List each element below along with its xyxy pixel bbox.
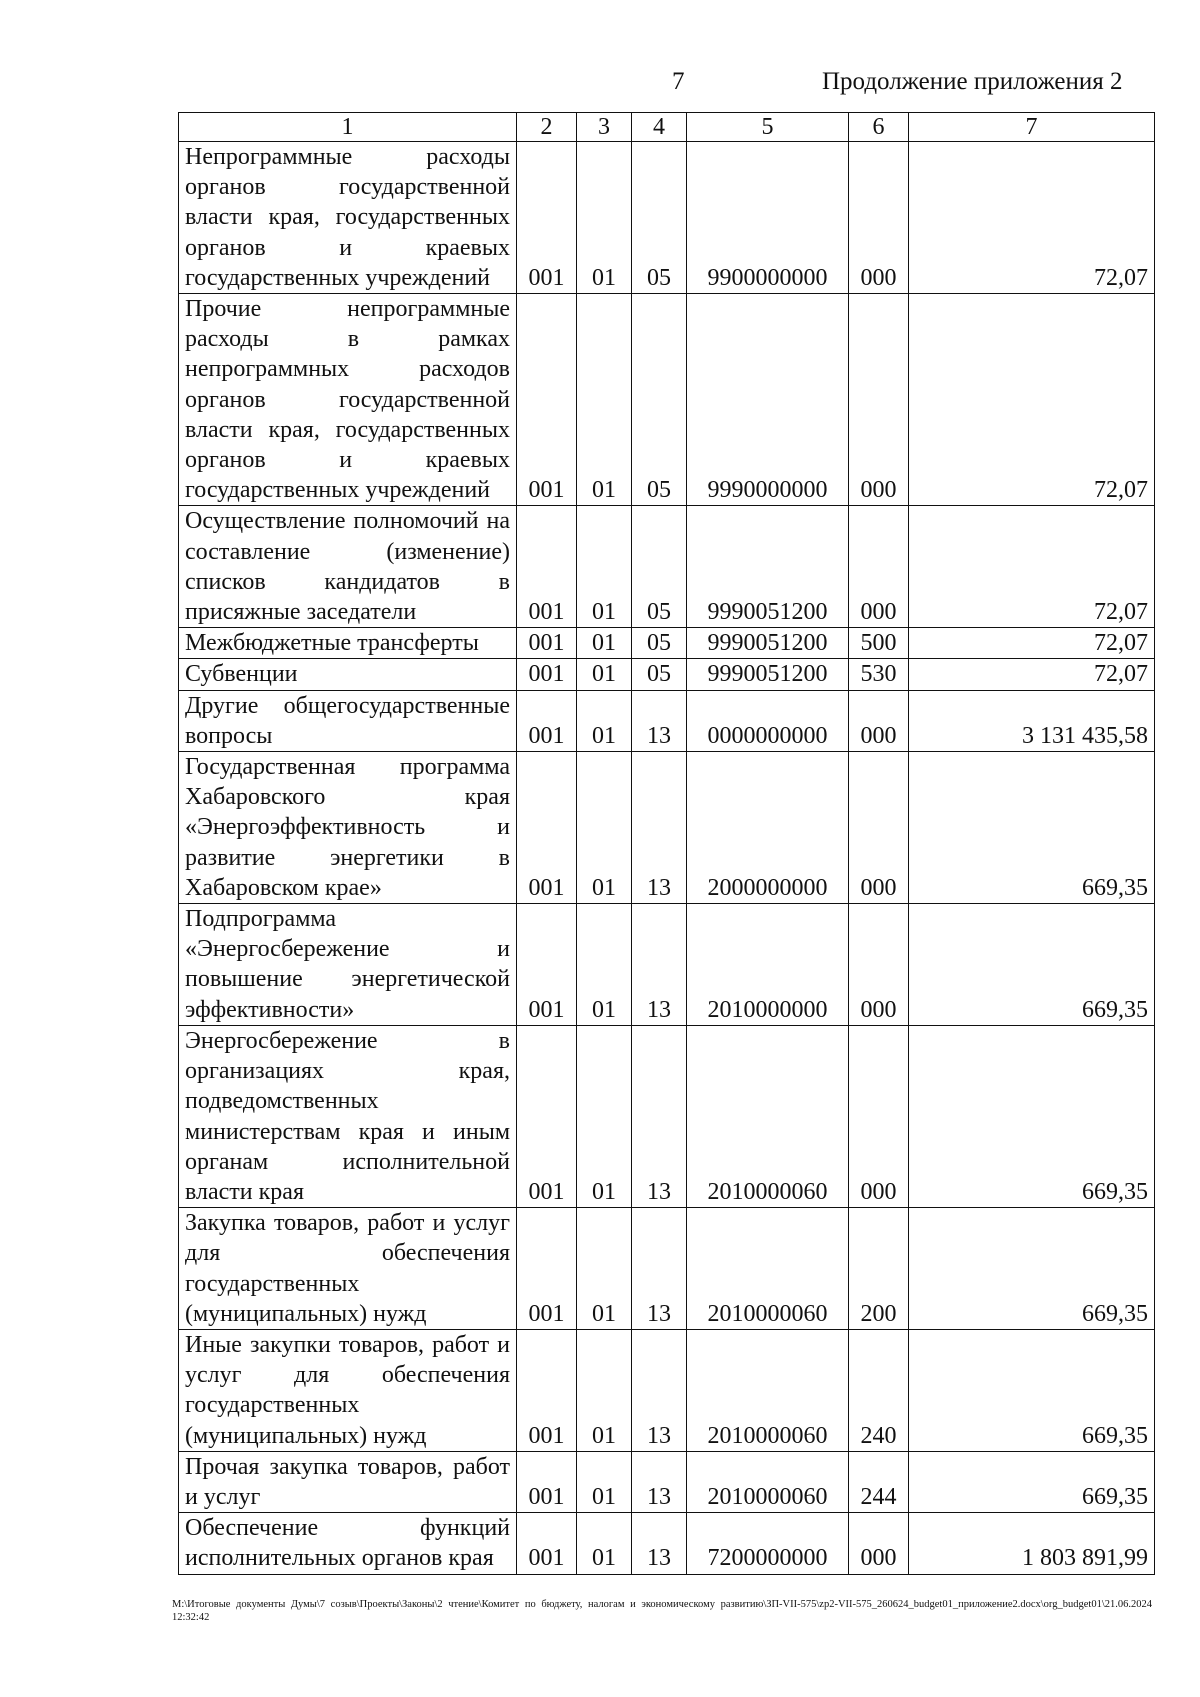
row-name-cell: Осуществление полномочий на составление (изменение) списков кандидатов в присяжные заседатели bbox=[179, 506, 517, 628]
target-article-cell: 2010000060 bbox=[687, 1329, 849, 1451]
subsection-cell: 13 bbox=[632, 904, 687, 1026]
column-header: 7 bbox=[909, 113, 1155, 142]
section-cell: 01 bbox=[577, 1451, 632, 1512]
code-cell: 001 bbox=[517, 1025, 577, 1207]
column-header: 2 bbox=[517, 113, 577, 142]
section-cell: 01 bbox=[577, 506, 632, 628]
target-article-cell: 9990051200 bbox=[687, 659, 849, 690]
amount-cell: 72,07 bbox=[909, 294, 1155, 506]
expense-type-cell: 000 bbox=[849, 142, 909, 294]
column-header: 5 bbox=[687, 113, 849, 142]
code-cell: 001 bbox=[517, 1451, 577, 1512]
code-cell: 001 bbox=[517, 659, 577, 690]
table-row bbox=[179, 690, 1155, 751]
amount-cell: 3 131 435,58 bbox=[909, 690, 1155, 751]
expense-type-cell: 000 bbox=[849, 294, 909, 506]
subsection-cell: 13 bbox=[632, 1451, 687, 1512]
section-cell: 01 bbox=[577, 752, 632, 904]
section-cell: 01 bbox=[577, 142, 632, 294]
amount-cell: 72,07 bbox=[909, 142, 1155, 294]
code-cell: 001 bbox=[517, 294, 577, 506]
subsection-cell: 13 bbox=[632, 690, 687, 751]
table-row bbox=[179, 752, 1155, 904]
table-row bbox=[179, 1451, 1155, 1512]
column-header: 6 bbox=[849, 113, 909, 142]
section-cell: 01 bbox=[577, 1208, 632, 1330]
expense-type-cell: 000 bbox=[849, 752, 909, 904]
target-article-cell: 2010000060 bbox=[687, 1025, 849, 1207]
row-name-cell: Другие общегосударственные вопросы bbox=[179, 690, 517, 751]
section-cell: 01 bbox=[577, 659, 632, 690]
section-cell: 01 bbox=[577, 1329, 632, 1451]
section-cell: 01 bbox=[577, 628, 632, 659]
section-cell: 01 bbox=[577, 294, 632, 506]
section-cell: 01 bbox=[577, 904, 632, 1026]
subsection-cell: 05 bbox=[632, 294, 687, 506]
expense-type-cell: 530 bbox=[849, 659, 909, 690]
subsection-cell: 13 bbox=[632, 1025, 687, 1207]
subsection-cell: 05 bbox=[632, 142, 687, 294]
column-header: 1 bbox=[179, 113, 517, 142]
row-name-cell: Иные закупки товаров, работ и услуг для обеспечения государственных (муниципальных) нужд bbox=[179, 1329, 517, 1451]
table-row bbox=[179, 628, 1155, 659]
row-name-cell: Прочие непрограммные расходы в рамках непрограммных расходов органов государственной власти края, государственных органов и краевых государственных учреждений bbox=[179, 294, 517, 506]
row-name-cell: Субвенции bbox=[179, 659, 517, 690]
table-row bbox=[179, 506, 1155, 628]
expense-type-cell: 200 bbox=[849, 1208, 909, 1330]
section-cell: 01 bbox=[577, 1513, 632, 1574]
table-row bbox=[179, 1513, 1155, 1574]
subsection-cell: 13 bbox=[632, 752, 687, 904]
amount-cell: 72,07 bbox=[909, 628, 1155, 659]
target-article-cell: 2000000000 bbox=[687, 752, 849, 904]
expense-type-cell: 244 bbox=[849, 1451, 909, 1512]
amount-cell: 669,35 bbox=[909, 904, 1155, 1026]
expense-type-cell: 000 bbox=[849, 690, 909, 751]
section-cell: 01 bbox=[577, 690, 632, 751]
table-header-row bbox=[179, 113, 1155, 142]
amount-cell: 669,35 bbox=[909, 1329, 1155, 1451]
budget-table bbox=[178, 112, 1155, 1575]
table-row bbox=[179, 904, 1155, 1026]
target-article-cell: 9990051200 bbox=[687, 628, 849, 659]
code-cell: 001 bbox=[517, 690, 577, 751]
amount-cell: 1 803 891,99 bbox=[909, 1513, 1155, 1574]
target-article-cell: 9990051200 bbox=[687, 506, 849, 628]
subsection-cell: 13 bbox=[632, 1208, 687, 1330]
code-cell: 001 bbox=[517, 142, 577, 294]
amount-cell: 72,07 bbox=[909, 659, 1155, 690]
row-name-cell: Непрограммные расходы органов государственной власти края, государственных органов и краевых государственных учреждений bbox=[179, 142, 517, 294]
subsection-cell: 13 bbox=[632, 1513, 687, 1574]
target-article-cell: 2010000000 bbox=[687, 904, 849, 1026]
row-name-cell: Энергосбережение в организациях края, подведомственных министерствам края и иным органам исполнительной власти края bbox=[179, 1025, 517, 1207]
subsection-cell: 05 bbox=[632, 628, 687, 659]
code-cell: 001 bbox=[517, 506, 577, 628]
row-name-cell: Межбюджетные трансферты bbox=[179, 628, 517, 659]
expense-type-cell: 000 bbox=[849, 1513, 909, 1574]
amount-cell: 72,07 bbox=[909, 506, 1155, 628]
amount-cell: 669,35 bbox=[909, 1025, 1155, 1207]
subsection-cell: 13 bbox=[632, 1329, 687, 1451]
amount-cell: 669,35 bbox=[909, 1451, 1155, 1512]
target-article-cell: 2010000060 bbox=[687, 1208, 849, 1330]
footer-file-path: M:\Итоговые документы Думы\7 созыв\Проекты\Законы\2 чтение\Комитет по бюджету, налогам и экономическому развитию\ЗП-VII-575\zp2-VII-575_260624_budget01_приложение2.docx\org_budget01\21.06.2024 12:32:42 bbox=[172, 1599, 1152, 1623]
subsection-cell: 05 bbox=[632, 506, 687, 628]
row-name-cell: Прочая закупка товаров, работ и услуг bbox=[179, 1451, 517, 1512]
table-row bbox=[179, 1208, 1155, 1330]
target-article-cell: 9990000000 bbox=[687, 294, 849, 506]
target-article-cell: 2010000060 bbox=[687, 1451, 849, 1512]
expense-type-cell: 000 bbox=[849, 904, 909, 1026]
table-row bbox=[179, 142, 1155, 294]
amount-cell: 669,35 bbox=[909, 1208, 1155, 1330]
code-cell: 001 bbox=[517, 1208, 577, 1330]
code-cell: 001 bbox=[517, 752, 577, 904]
section-cell: 01 bbox=[577, 1025, 632, 1207]
amount-cell: 669,35 bbox=[909, 752, 1155, 904]
table-row bbox=[179, 659, 1155, 690]
expense-type-cell: 240 bbox=[849, 1329, 909, 1451]
row-name-cell: Обеспечение функций исполнительных органов края bbox=[179, 1513, 517, 1574]
target-article-cell: 7200000000 bbox=[687, 1513, 849, 1574]
table-row bbox=[179, 1329, 1155, 1451]
continuation-label: Продолжение приложения 2 bbox=[822, 68, 1123, 95]
row-name-cell: Государственная программа Хабаровского края «Энергоэффективность и развитие энергетики в Хабаровском крае» bbox=[179, 752, 517, 904]
code-cell: 001 bbox=[517, 904, 577, 1026]
expense-type-cell: 000 bbox=[849, 1025, 909, 1207]
page-number: 7 bbox=[672, 68, 685, 95]
code-cell: 001 bbox=[517, 628, 577, 659]
column-header: 4 bbox=[632, 113, 687, 142]
expense-type-cell: 500 bbox=[849, 628, 909, 659]
subsection-cell: 05 bbox=[632, 659, 687, 690]
table-row bbox=[179, 1025, 1155, 1207]
code-cell: 001 bbox=[517, 1329, 577, 1451]
expense-type-cell: 000 bbox=[849, 506, 909, 628]
target-article-cell: 0000000000 bbox=[687, 690, 849, 751]
row-name-cell: Закупка товаров, работ и услуг для обеспечения государственных (муниципальных) нужд bbox=[179, 1208, 517, 1330]
target-article-cell: 9900000000 bbox=[687, 142, 849, 294]
row-name-cell: Подпрограмма «Энергосбережение и повышение энергетической эффективности» bbox=[179, 904, 517, 1026]
column-header: 3 bbox=[577, 113, 632, 142]
table-row bbox=[179, 294, 1155, 506]
code-cell: 001 bbox=[517, 1513, 577, 1574]
